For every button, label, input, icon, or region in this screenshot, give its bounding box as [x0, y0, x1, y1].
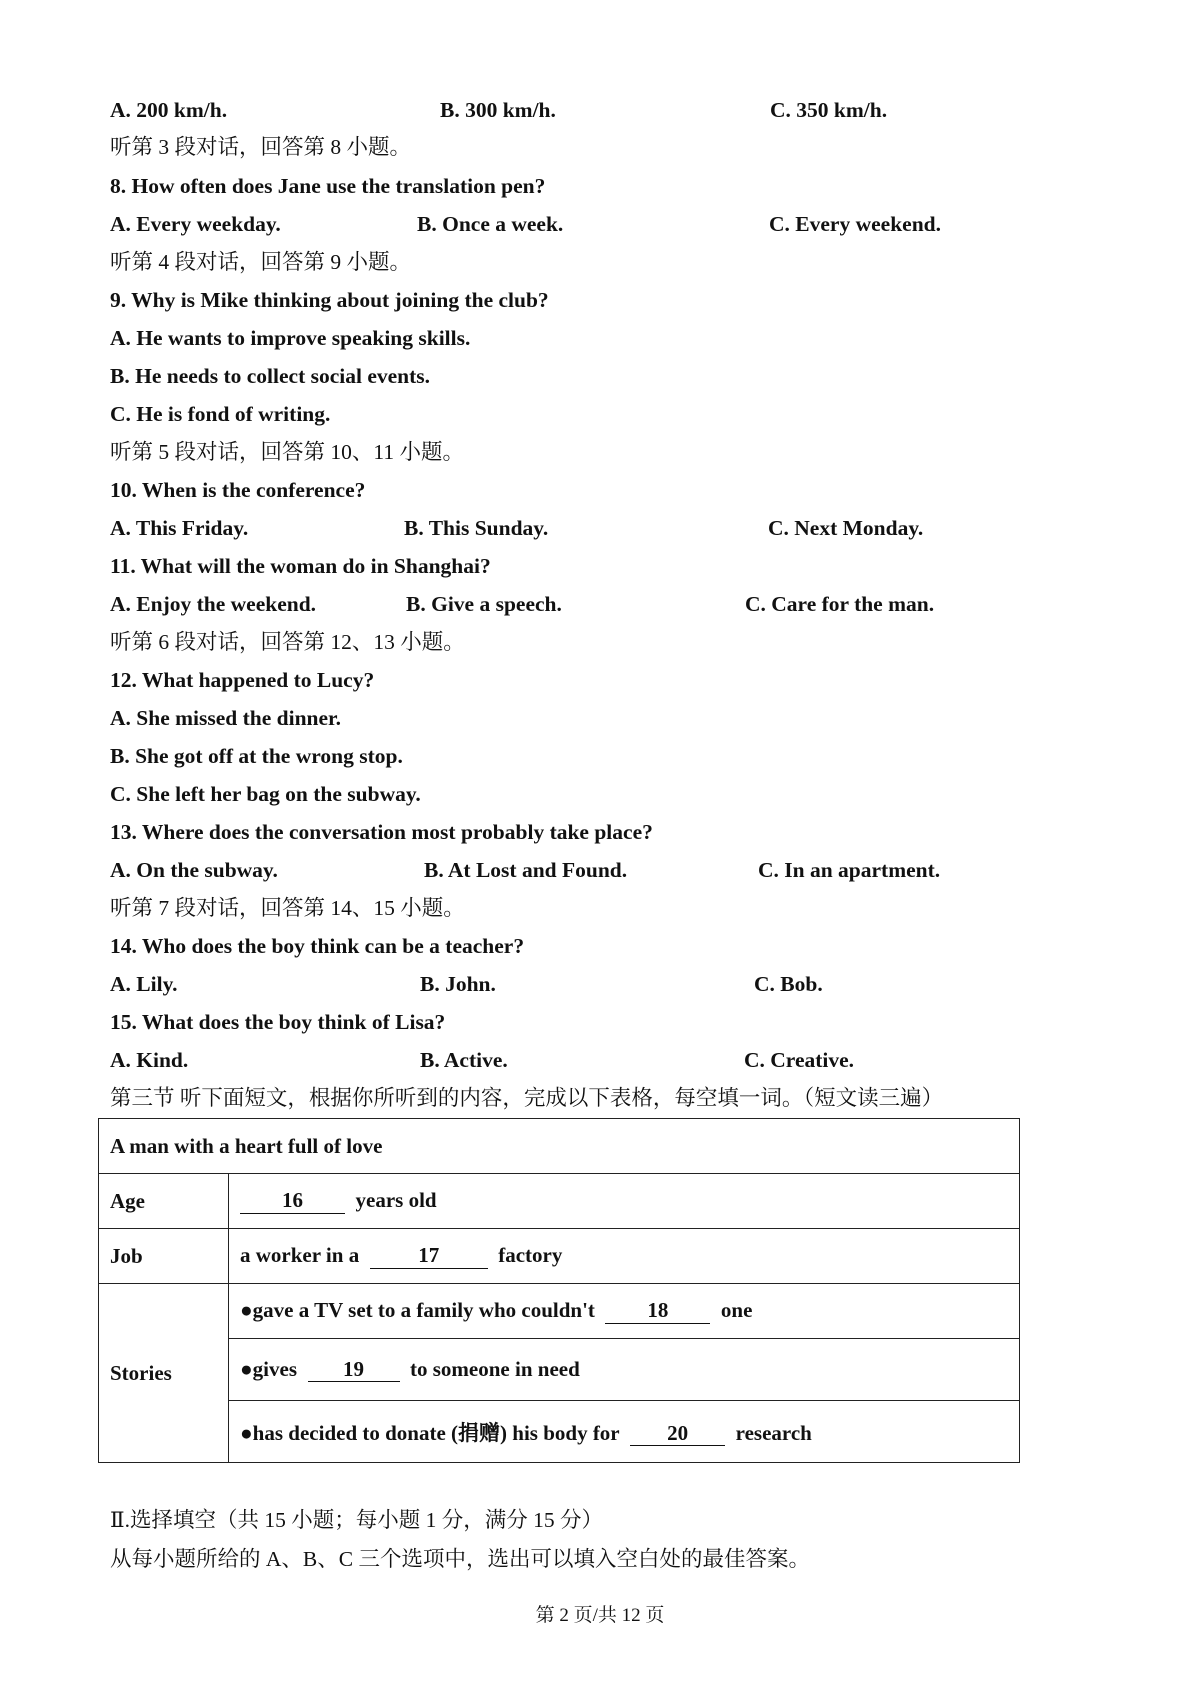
q14-stem: 14. Who does the boy think can be a teacher? — [110, 934, 525, 958]
blank-16[interactable]: 16 — [240, 1189, 345, 1213]
q15-option-c: C. Creative. — [744, 1048, 855, 1072]
part2-instruction-text: 从每小题所给的 A、B、C 三个选项中，选出可以填入空白处的最佳答案。 — [110, 1547, 810, 1571]
part2-title — [110, 1510, 603, 1532]
q15-option-a: A. Kind. — [110, 1048, 189, 1072]
q10-stem: 10. When is the conference? — [110, 478, 366, 502]
job-before: a worker in a — [240, 1243, 360, 1268]
job-label: Job — [99, 1229, 229, 1284]
q14-option-b: B. John. — [420, 972, 496, 996]
blank-20[interactable]: 20 — [630, 1422, 725, 1446]
dialog5-instruction — [110, 442, 464, 464]
q10-option-a: A. This Friday. — [110, 516, 249, 540]
q15-option-b: B. Active. — [420, 1048, 508, 1072]
table-row-story3 — [99, 1401, 1020, 1463]
dialog3-text: 听第 3 段对话，回答第 8 小题。 — [110, 135, 412, 159]
q11-option-a: A. Enjoy the weekend. — [110, 592, 317, 616]
story2-before: ●gives — [240, 1356, 298, 1381]
q9-stem: 9. Why is Mike thinking about joining the club? — [110, 288, 549, 312]
q13-stem: 13. Where does the conversation most probably take place? — [110, 820, 653, 844]
q13-option-a: A. On the subway. — [110, 858, 278, 882]
section3-instruction — [110, 1088, 943, 1110]
story2-cell — [229, 1339, 1020, 1401]
blank-18[interactable]: 18 — [605, 1299, 710, 1323]
q10-option-b: B. This Sunday. — [404, 516, 549, 540]
table-row-job — [99, 1229, 1020, 1284]
q12-option-c: C. She left her bag on the subway. — [110, 782, 421, 806]
story1-cell — [229, 1284, 1020, 1339]
age-after: years old — [355, 1188, 437, 1213]
q10-option-c: C. Next Monday. — [768, 516, 924, 540]
q8-option-b: B. Once a week. — [417, 212, 564, 236]
stories-label: Stories — [99, 1284, 229, 1463]
age-cell — [229, 1174, 1020, 1229]
q14-option-c: C. Bob. — [754, 972, 823, 996]
q8-stem: 8. How often does Jane use the translation pen? — [110, 174, 546, 198]
q11-option-c: C. Care for the man. — [745, 592, 935, 616]
section3-instruction-text: 第三节 听下面短文，根据你所听到的内容，完成以下表格，每空填一词。（短文读三遍） — [110, 1086, 944, 1110]
table-row-story2 — [99, 1339, 1020, 1401]
blank-17[interactable]: 17 — [370, 1244, 488, 1268]
dialog5-text: 听第 5 段对话，回答第 10、11 小题。 — [110, 440, 464, 464]
table-title: A man with a heart full of love — [99, 1119, 1020, 1174]
dialog7-text: 听第 7 段对话，回答第 14、15 小题。 — [110, 896, 465, 920]
page-footer: 第 2 页/共 12 页 — [535, 1605, 665, 1626]
dialog4-instruction — [110, 252, 411, 274]
dialog6-text: 听第 6 段对话，回答第 12、13 小题。 — [110, 630, 465, 654]
story1-before: ●gave a TV set to a family who couldn't — [240, 1298, 595, 1323]
q9-option-a: A. He wants to improve speaking skills. — [110, 326, 471, 350]
story1-after: one — [720, 1298, 753, 1323]
q14-option-a: A. Lily. — [110, 972, 178, 996]
q7-option-c: C. 350 km/h. — [770, 98, 888, 122]
blank-19[interactable]: 19 — [308, 1358, 400, 1382]
part2-title-text: Ⅱ.选择填空（共 15 小题；每小题 1 分，满分 15 分） — [110, 1508, 603, 1532]
job-cell — [229, 1229, 1020, 1284]
q7-option-a: A. 200 km/h. — [110, 98, 228, 122]
q13-option-c: C. In an apartment. — [758, 858, 941, 882]
table-row-story1 — [99, 1284, 1020, 1339]
q11-stem: 11. What will the woman do in Shanghai? — [110, 554, 491, 578]
part2-instruction — [110, 1549, 810, 1571]
dialog6-instruction — [110, 632, 465, 654]
q9-option-c: C. He is fond of writing. — [110, 402, 331, 426]
q8-option-a: A. Every weekday. — [110, 212, 281, 236]
q13-option-b: B. At Lost and Found. — [424, 858, 628, 882]
dialog4-text: 听第 4 段对话，回答第 9 小题。 — [110, 250, 412, 274]
q11-option-b: B. Give a speech. — [406, 592, 562, 616]
q12-option-a: A. She missed the dinner. — [110, 706, 341, 730]
story3-cell — [229, 1401, 1020, 1463]
table-row-age — [99, 1174, 1020, 1229]
story3-after: research — [735, 1420, 812, 1445]
age-label: Age — [99, 1174, 229, 1229]
answer-table — [98, 1118, 1020, 1463]
story3-before: ●has decided to donate (捐赠) his body for — [240, 1420, 620, 1445]
table-title-row — [99, 1119, 1020, 1174]
q8-option-c: C. Every weekend. — [769, 212, 941, 236]
q12-option-b: B. She got off at the wrong stop. — [110, 744, 403, 768]
q15-stem: 15. What does the boy think of Lisa? — [110, 1010, 446, 1034]
dialog7-instruction — [110, 898, 465, 920]
q7-option-b: B. 300 km/h. — [440, 98, 556, 122]
q12-stem: 12. What happened to Lucy? — [110, 668, 375, 692]
job-after: factory — [498, 1243, 563, 1268]
story2-after: to someone in need — [410, 1356, 580, 1381]
dialog3-instruction — [110, 137, 411, 159]
q9-option-b: B. He needs to collect social events. — [110, 364, 431, 388]
